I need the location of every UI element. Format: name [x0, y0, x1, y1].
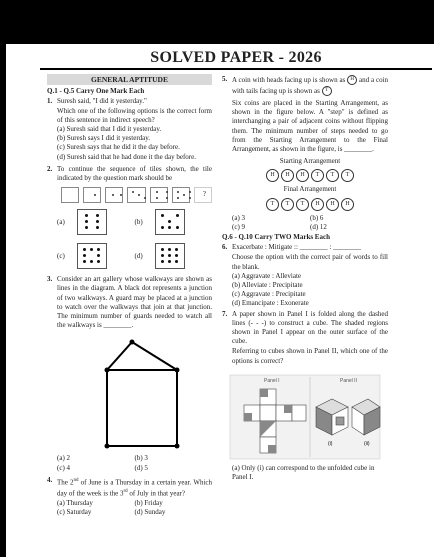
question-text: Suresh said, "I did it yesterday.": [57, 97, 147, 106]
options-row: [232, 214, 388, 223]
option: (d) 5: [134, 463, 148, 472]
tails-coin-icon: T: [322, 86, 332, 96]
coin-icon: H: [311, 198, 324, 211]
question-text: The 2nd of June is a Thursday in a certain year. Which day of the week is the 3rd of July in that year?: [57, 477, 212, 498]
question-number: 7.: [222, 309, 228, 318]
start-label: Starting Arrangement: [279, 157, 341, 166]
option: (c) Saturday: [57, 508, 92, 517]
question-number: 2.: [47, 164, 53, 173]
left-column: [47, 74, 212, 517]
option-tile: [155, 243, 185, 269]
tile-option-d: (d): [135, 243, 213, 269]
cube-label: (i): [328, 440, 333, 447]
option: (a) Aggravate : Alleviate: [232, 271, 301, 280]
option: (a) Only (i) can correspond to the unfolded cube in Panel I.: [232, 463, 375, 482]
sequence-tile: [83, 187, 101, 203]
coin-icon: T: [341, 169, 354, 182]
sequence-tile: [127, 187, 145, 203]
question-text: Six coins are placed in the Starting Arrangement, as shown in the figure below. A "step" is defined as interchanging a pair of adjacent coins without flipping them. The minimum number of steps needed to go from the Starting Arrangement to the Final Arrangement, as shown in the figure, is ________.: [232, 99, 388, 154]
start-coins: [232, 169, 388, 182]
question-tile: [194, 187, 212, 203]
sequence-tile: [105, 187, 123, 203]
tile-option-b: (b): [135, 209, 213, 235]
question-number: 4.: [47, 475, 53, 484]
coin-icon: H: [296, 169, 309, 182]
option: (c) 9: [232, 222, 246, 231]
question-text: Consider an art gallery whose walkways are shown as lines in the diagram. A black dot represents a junction of two walkways. A guard may be placed at a junction to watch over the walkways that join at that junction. The minimum number of guards needed to watch all the walkways is ________.: [57, 275, 212, 330]
coin-icon: H: [266, 169, 279, 182]
question-7: [222, 310, 388, 366]
options-row: [57, 499, 212, 508]
question-text: Choose the option with the correct pair of words to fill the blank.: [232, 253, 388, 271]
question-number: 3.: [47, 275, 53, 284]
question-text: A paper shown in Panel I is folded along the dashed lines (- - -) to construct a cube. The shaded regions shown in Panel I appear on the outer surface of the cube.: [232, 309, 388, 346]
option: (c) 4: [57, 463, 71, 472]
option: (a) Suresh said that I did it yesterday.: [57, 125, 162, 134]
sequence-tile: [150, 187, 168, 203]
coin-icon: H: [281, 169, 294, 182]
title-rule: [40, 68, 432, 70]
question-1: [47, 97, 212, 161]
option: (c) Aggravate : Precipitate: [232, 290, 306, 299]
subheading-two-marks: Q.6 - Q.10 Carry TWO Marks Each: [222, 233, 330, 242]
option: (b) Friday: [134, 498, 163, 507]
sequence-tile: [172, 187, 190, 203]
option: (b) Alleviate : Precipitate: [232, 281, 303, 290]
sequence-tile: [61, 187, 79, 203]
options-row: [57, 454, 212, 463]
question-number: 6.: [222, 243, 228, 252]
question-text: Referring to cubes shown in Panel II, which one of the options is correct?: [232, 347, 388, 365]
coin-icon: T: [311, 169, 324, 182]
page-title: SOLVED PAPER - 2026: [150, 49, 322, 66]
options-row: [57, 464, 212, 473]
question-text: To continue the sequence of tiles shown, the tile indicated by the question mark should be: [57, 164, 212, 183]
left-edge-strip: [0, 44, 6, 557]
walkway-diagram: [47, 334, 212, 454]
options-row: [232, 223, 388, 232]
subheading-one-mark: Q.1 - Q.5 Carry One Mark Each: [47, 87, 145, 96]
right-column: [222, 74, 388, 482]
coin-icon: T: [281, 198, 294, 211]
section-heading: GENERAL APTITUDE: [47, 74, 212, 85]
coin-icon: T: [326, 169, 339, 182]
coin-icon: T: [296, 198, 309, 211]
panel-1-label: Panel I: [264, 377, 280, 384]
option: (d) Emancipate : Exonerate: [232, 299, 309, 308]
cube-label: (ii): [364, 440, 370, 447]
question-6: [222, 243, 388, 308]
final-label: Final Arrangement: [283, 185, 337, 194]
option: (b) Suresh says I did it yesterday.: [57, 134, 151, 143]
tile-sequence: [61, 187, 212, 203]
coin-icon: T: [266, 198, 279, 211]
option-tile: [77, 209, 107, 235]
question-4: [47, 476, 212, 499]
top-bar: [0, 0, 434, 44]
options-row: [57, 508, 212, 517]
option: (c) Suresh says that he did it the day before.: [57, 143, 180, 152]
cube-panels-figure: [222, 369, 388, 461]
coin-icon: H: [326, 198, 339, 211]
option: (a) Thursday: [57, 498, 93, 507]
heads-coin-icon: H: [347, 75, 357, 85]
question-text: Exacerbate : Mitigate :: ________ : ________: [232, 243, 362, 252]
option: (d) 12: [310, 222, 327, 231]
tile-option-c: (c): [57, 243, 135, 269]
coin-icon: H: [341, 198, 354, 211]
final-coins: [232, 198, 388, 211]
question-2: [47, 165, 212, 183]
question-3: [47, 275, 212, 330]
tile-options: [57, 209, 212, 269]
question-number: 5.: [222, 75, 228, 83]
question-5: [222, 75, 388, 214]
panel-2-label: Panel II: [340, 377, 357, 384]
option-tile: [77, 243, 107, 269]
question-mark: ?: [202, 190, 206, 199]
option: (a) 2: [57, 454, 71, 463]
option: (d) Sunday: [134, 508, 166, 517]
option: (b) 3: [134, 454, 148, 463]
question-text: Which one of the following options is the correct form of this sentence in indirect speech?: [57, 106, 212, 124]
option: (d) Suresh said that he had done it the day before.: [57, 152, 196, 161]
tile-option-a: (a): [57, 209, 135, 235]
question-text: A coin with heads facing up is shown as H and a coin with tails facing up is shown as T: [232, 76, 389, 95]
option-tile: [155, 209, 185, 235]
option: (b) 6: [310, 213, 324, 222]
option: (a) 3: [232, 213, 246, 222]
question-number: 1.: [47, 97, 53, 106]
